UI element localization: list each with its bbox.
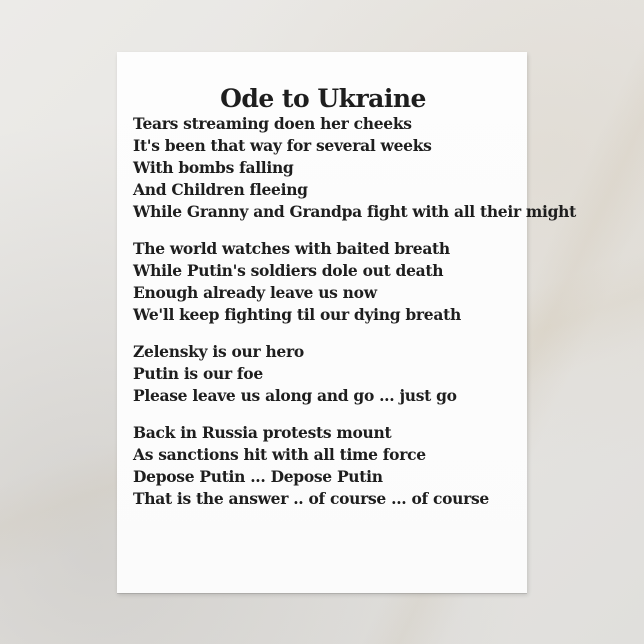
poem-line: Zelensky is our hero (133, 342, 304, 361)
poem-line: And Children fleeing (133, 180, 308, 199)
poem-line: While Putin's soldiers dole out death (133, 261, 444, 280)
poem-line: With bombs falling (133, 158, 294, 177)
postcard (117, 52, 576, 593)
poem-stanza-2 (133, 238, 513, 326)
poem-line: As sanctions hit with all time force (133, 445, 426, 464)
poem-stanza-4 (133, 422, 513, 510)
poem-line: Putin is our foe (133, 364, 263, 383)
poem-line: That is the answer .. of course ... of course (133, 489, 489, 508)
poem-title: Ode to Ukraine (220, 84, 426, 113)
poem-line: The world watches with baited breath (133, 239, 450, 258)
poem-line: Please leave us along and go ... just go (133, 386, 457, 405)
poem-line: Tears streaming doen her cheeks (133, 114, 412, 133)
poem-line: It's been that way for several weeks (133, 136, 432, 155)
poem-line: Depose Putin ... Depose Putin (133, 467, 383, 486)
poem-line: Enough already leave us now (133, 283, 377, 302)
poem-line: While Granny and Grandpa fight with all their might (133, 202, 576, 221)
poem-stanza-1 (133, 113, 576, 223)
poem-line: We'll keep fighting til our dying breath (133, 305, 461, 324)
poem-line: Back in Russia protests mount (133, 423, 392, 442)
poem-stanza-3 (133, 341, 513, 407)
